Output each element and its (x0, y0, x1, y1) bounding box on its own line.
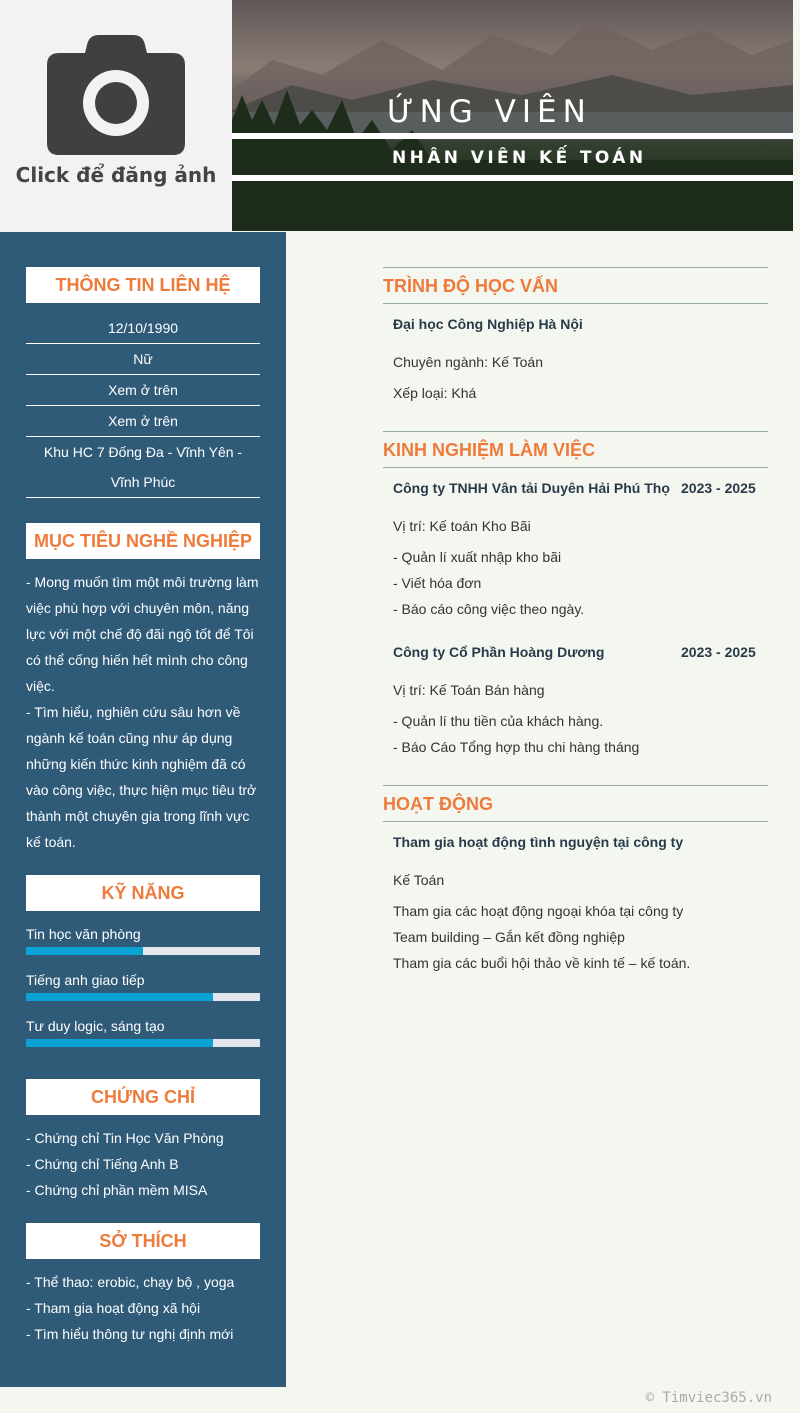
job-task: - Quản lí xuất nhập kho bãi (393, 549, 562, 565)
job-task: - Viết hóa đơn (393, 575, 482, 591)
objective-line: việc phù hợp với chuyên môn, năng (26, 600, 250, 616)
skill-label: Tư duy logic, sáng tạo (26, 1018, 165, 1034)
skill-label: Tiếng anh giao tiếp (26, 972, 145, 988)
banner-divider-bottom (232, 175, 793, 181)
banner-divider-top (232, 133, 793, 139)
skill-bar-fill (26, 947, 143, 955)
certificate-item: - Chứng chỉ Tin Học Văn Phòng (26, 1130, 224, 1146)
hobbies-list (26, 1269, 266, 1347)
contact-dob: 12/10/1990 (26, 313, 260, 344)
objective-line: - Tìm hiểu, nghiên cứu sâu hơn về (26, 704, 241, 720)
objective-line: lực với một chế độ đãi ngộ tốt để Tôi (26, 626, 254, 642)
activities-heading (383, 785, 768, 822)
certificate-item: - Chứng chỉ phần mềm MISA (26, 1182, 208, 1198)
header-banner (232, 0, 793, 231)
job-task: - Quản lí thu tiền của khách hàng. (393, 713, 604, 729)
education-heading-text: TRÌNH ĐỘ HỌC VẤN (383, 276, 558, 296)
experience-heading (383, 431, 768, 468)
objective-line: có thể cống hiến hết mình cho công (26, 652, 248, 668)
contact-address-line2: Vĩnh Phúc (110, 474, 176, 490)
contact-email: Xem ở trên (26, 406, 260, 437)
objective-heading: MỤC TIÊU NGHỀ NGHIỆP (26, 523, 260, 559)
job-years: 2023 - 2025 (681, 644, 756, 660)
contact-address (26, 437, 260, 498)
job-role: Vị trí: Kế toán Kho Bãi (393, 518, 531, 534)
contact-heading: THÔNG TIN LIÊN HỆ (26, 267, 260, 303)
job-years: 2023 - 2025 (681, 480, 756, 496)
job-company: Công ty TNHH Vân tải Duyên Hải Phú Thọ (393, 480, 670, 496)
education-school: Đại học Công Nghiệp Hà Nội (393, 316, 583, 332)
education-heading (383, 267, 768, 304)
education-major: Chuyên ngành: Kế Toán (393, 354, 543, 370)
objective-line: - Mong muốn tìm một môi trường làm (26, 574, 259, 590)
objective-line: những kiến thức kinh nghiệm đã có (26, 756, 246, 772)
objective-line: thành một chuyên gia trong lĩnh vực (26, 808, 250, 824)
skill-bar (26, 1039, 260, 1047)
activity-line: Tham gia các buổi hội thảo về kinh tế – kế toán. (393, 955, 691, 971)
activity-event: Tham gia hoạt động tình nguyện tại công ty (393, 834, 684, 850)
job-task: - Báo Cáo Tổng hợp thu chi hàng tháng (393, 739, 640, 755)
hobby-item: - Tìm hiểu thông tư nghị định mới (26, 1326, 234, 1342)
education-grade: Xếp loại: Khá (393, 385, 477, 401)
objective-line: ngành kế toán cũng như áp dụng (26, 730, 233, 746)
camera-icon (47, 35, 185, 155)
objective-text (26, 569, 266, 855)
candidate-name: ỨNG VIÊN (387, 94, 592, 130)
objective-line: việc. (26, 678, 55, 694)
footer-credit: © Timviec365.vn (645, 1390, 772, 1406)
skill-bar (26, 947, 260, 955)
contact-gender: Nữ (26, 344, 260, 375)
job-role: Vị trí: Kế Toán Bán hàng (393, 682, 545, 698)
photo-upload-caption[interactable]: Click để đăng ảnh (15, 163, 217, 187)
contact-phone: Xem ở trên (26, 375, 260, 406)
certificates-heading: CHỨNG CHỈ (26, 1079, 260, 1115)
skill-label: Tin học văn phòng (26, 926, 141, 942)
objective-line: kế toán. (26, 834, 76, 850)
hobbies-heading: SỞ THÍCH (26, 1223, 260, 1259)
activity-line: Team building – Gắn kết đồng nghiệp (393, 929, 625, 945)
objective-line: vào công việc, thực hiện mục tiêu trở (26, 782, 257, 798)
skill-bar (26, 993, 260, 1001)
sidebar (0, 232, 286, 1387)
contact-address-line1: Khu HC 7 Đống Đa - Vĩnh Yên - (43, 444, 243, 460)
candidate-position: NHÂN VIÊN KẾ TOÁN (392, 148, 647, 168)
activities-heading-text: HOẠT ĐỘNG (383, 794, 493, 814)
experience-heading-text: KINH NGHIỆM LÀM VIỆC (383, 440, 596, 460)
job-company: Công ty Cổ Phần Hoàng Dương (393, 644, 605, 660)
activity-role: Kế Toán (393, 872, 445, 888)
certificate-item: - Chứng chỉ Tiếng Anh B (26, 1156, 179, 1172)
skill-bar-fill (26, 993, 213, 1001)
photo-upload[interactable] (0, 0, 232, 232)
hobby-item: - Thể thao: erobic, chạy bộ , yoga (26, 1274, 235, 1290)
activity-line: Tham gia các hoạt động ngoại khóa tại công ty (393, 903, 684, 919)
hobby-item: - Tham gia hoạt động xã hội (26, 1300, 201, 1316)
certificates-list (26, 1125, 266, 1203)
job-task: - Báo cáo công việc theo ngày. (393, 601, 585, 617)
skills-heading: KỸ NĂNG (26, 875, 260, 911)
skill-bar-fill (26, 1039, 213, 1047)
